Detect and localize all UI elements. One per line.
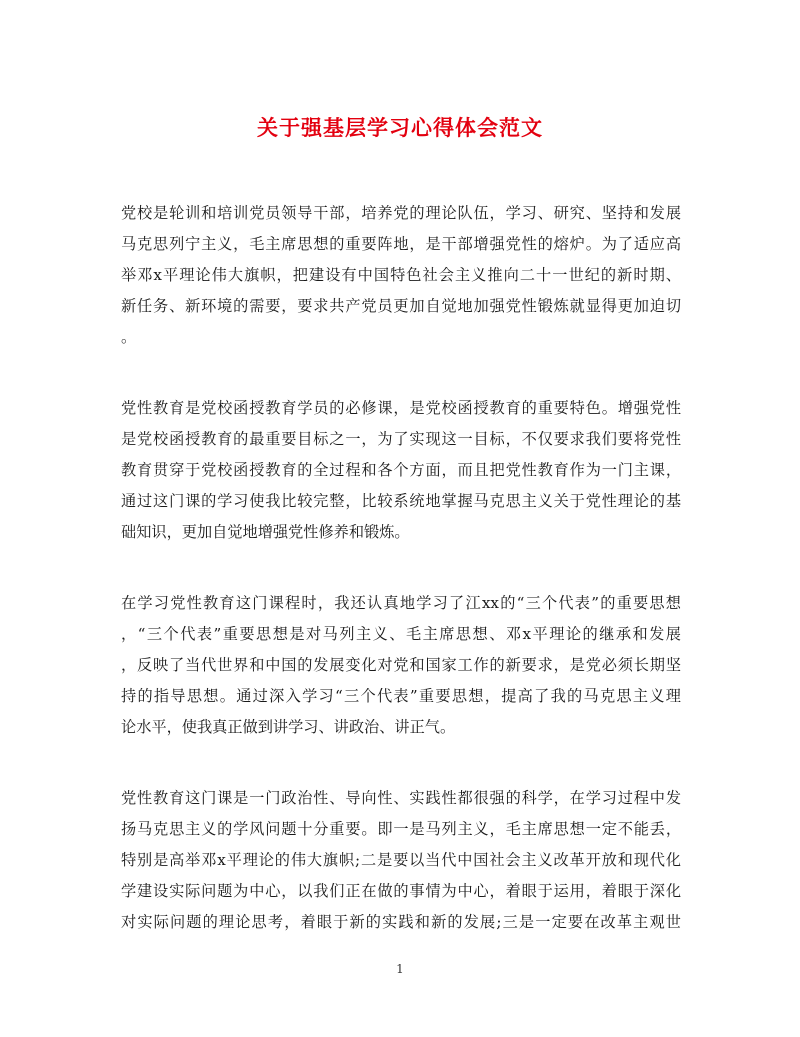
paragraph-3: [121, 588, 681, 743]
paragraph-line: 论水平，使我真正做到讲学习、讲政治、讲正气。: [121, 718, 456, 736]
paragraph-line: 新任务、新环境的需要，要求共产党员更加自觉地加强党性锻炼就显得更加迫切: [121, 297, 681, 315]
paragraph-line: 在学习党性教育这门课程时，我还认真地学习了江xx的“三个代表”的重要思想: [121, 594, 681, 612]
paragraph-4: [121, 783, 681, 938]
paragraph-line: 。: [121, 328, 137, 346]
paragraph-line: 学建设实际问题为中心，以我们正在做的事情为中心，着眼于运用，着眼于深化: [121, 882, 681, 900]
paragraph-line: 是党校函授教育的最重要目标之一，为了实现这一目标，不仅要求我们要将党性: [121, 430, 681, 448]
paragraph-line: 对实际问题的理论思考，着眼于新的实践和新的发展;三是一定要在改革主观世: [121, 913, 681, 931]
paragraph-line: 党性教育这门课是一门政治性、导向性、实践性都很强的科学，在学习过程中发: [121, 789, 681, 807]
page-number: 1: [396, 962, 404, 976]
paragraph-line: 党校是轮训和培训党员领导干部，培养党的理论队伍，学习、研究、坚持和发展: [121, 204, 681, 222]
paragraph-line: 持的指导思想。通过深入学习“三个代表”重要思想，提高了我的马克思主义理: [121, 687, 681, 705]
paragraph-line: 举邓x平理论伟大旗帜，把建设有中国特色社会主义推向二十一世纪的新时期、: [121, 266, 681, 284]
paragraph-line: 特别是高举邓x平理论的伟大旗帜;二是要以当代中国社会主义改革开放和现代化: [121, 851, 681, 869]
paragraph-line: 党性教育是党校函授教育学员的必修课，是党校函授教育的重要特色。增强党性: [121, 399, 681, 417]
paragraph-line: 教育贯穿于党校函授教育的全过程和各个方面，而且把党性教育作为一门主课，: [121, 461, 681, 479]
paragraph-line: 马克思列宁主义，毛主席思想的重要阵地，是干部增强党性的熔炉。为了适应高: [121, 235, 681, 253]
paragraph-line: 扬马克思主义的学风问题十分重要。即一是马列主义，毛主席思想一定不能丢，: [121, 820, 681, 838]
document-body: [121, 198, 681, 978]
paragraph-2: [121, 393, 681, 548]
document-title: 关于强基层学习心得体会范文: [257, 115, 543, 140]
paragraph-line: 通过这门课的学习使我比较完整，比较系统地掌握马克思主义关于党性理论的基: [121, 492, 681, 510]
paragraph-line: 础知识，更加自觉地增强党性修养和锻炼。: [121, 523, 410, 541]
paragraph-1: [121, 198, 681, 353]
paragraph-line: ，“三个代表”重要思想是对马列主义、毛主席思想、邓x平理论的继承和发展: [121, 625, 681, 643]
paragraph-line: ，反映了当代世界和中国的发展变化对党和国家工作的新要求，是党必须长期坚: [121, 656, 681, 674]
